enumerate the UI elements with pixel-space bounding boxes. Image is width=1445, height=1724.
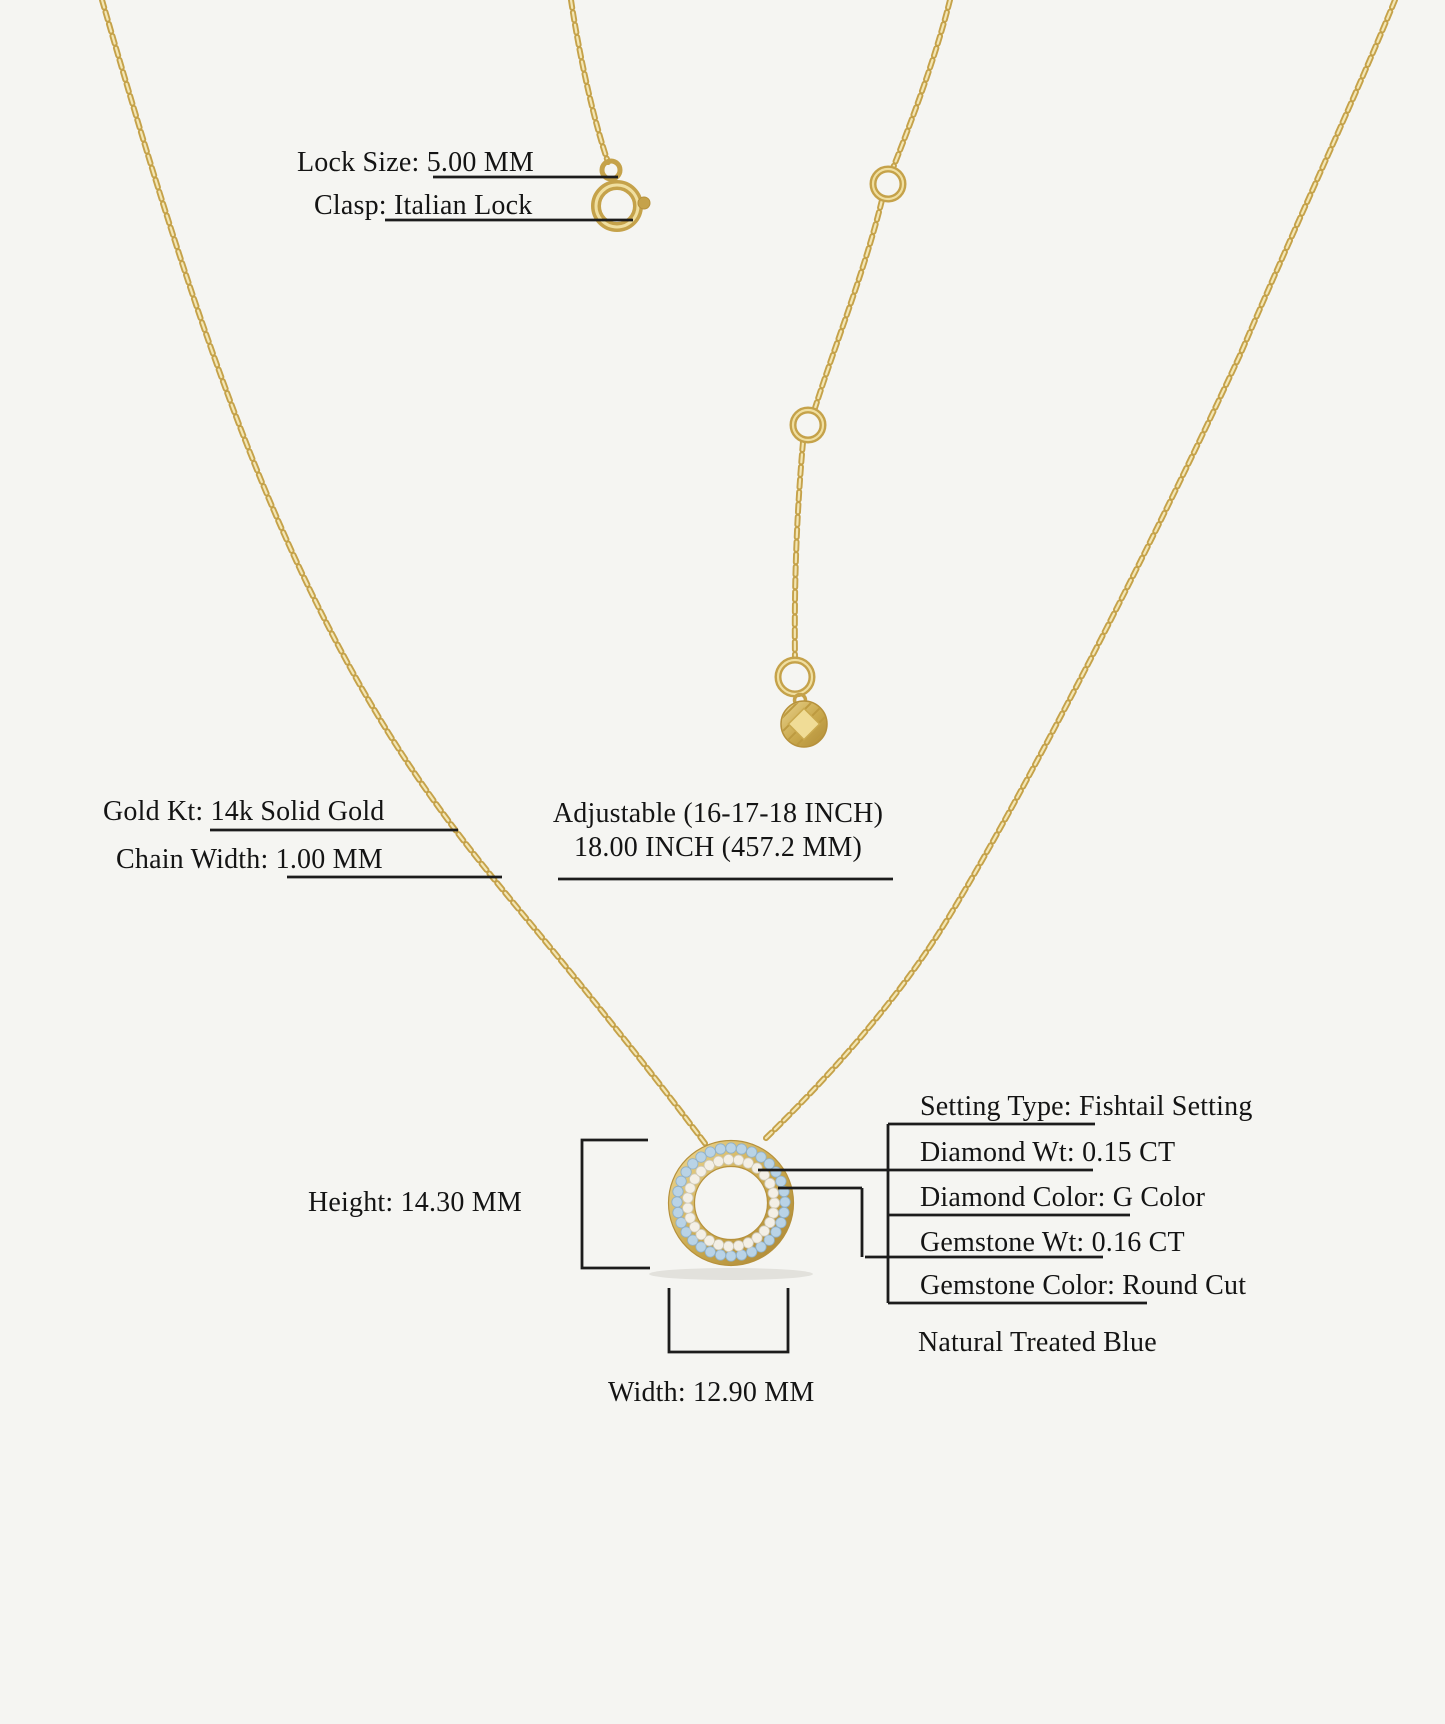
length-label: 18.00 INCH (457.2 MM) (573, 832, 863, 863)
right-chain (764, 0, 1395, 1140)
clasp-label: Clasp: Italian Lock (314, 190, 533, 221)
chain-width-label: Chain Width: 1.00 MM (116, 844, 383, 875)
gemstone-color-label-line2: Natural Treated Blue (918, 1327, 1157, 1358)
extension-chain (795, 0, 950, 659)
diamond-color-label: Diamond Color: G Color (920, 1182, 1206, 1213)
gold-kt-label: Gold Kt: 14k Solid Gold (103, 796, 385, 827)
length-label-block (528, 797, 908, 865)
gemstone-wt-label: Gemstone Wt: 0.16 CT (920, 1227, 1185, 1258)
clasp-strand (571, 0, 608, 162)
setting-type-label: Setting Type: Fishtail Setting (920, 1091, 1253, 1122)
width-label: Width: 12.90 MM (608, 1377, 815, 1408)
height-label: Height: 14.30 MM (308, 1187, 522, 1218)
lock-size-label: Lock Size: 5.00 MM (297, 147, 534, 178)
height-bracket (582, 1140, 650, 1268)
adjustable-label: Adjustable (16-17-18 INCH) (552, 798, 884, 829)
brand-disc-tag (758, 674, 842, 768)
spring-ring-clasp (596, 161, 650, 227)
width-bracket (669, 1288, 788, 1352)
diamond-wt-label: Diamond Wt: 0.15 CT (920, 1137, 1176, 1168)
gemstone-color-label: Gemstone Color: Round Cut (920, 1270, 1247, 1301)
extension-ring-2 (793, 410, 823, 440)
circle-pendant (649, 1141, 813, 1281)
extension-end-ring (778, 660, 812, 694)
extension-ring-1 (873, 169, 903, 199)
